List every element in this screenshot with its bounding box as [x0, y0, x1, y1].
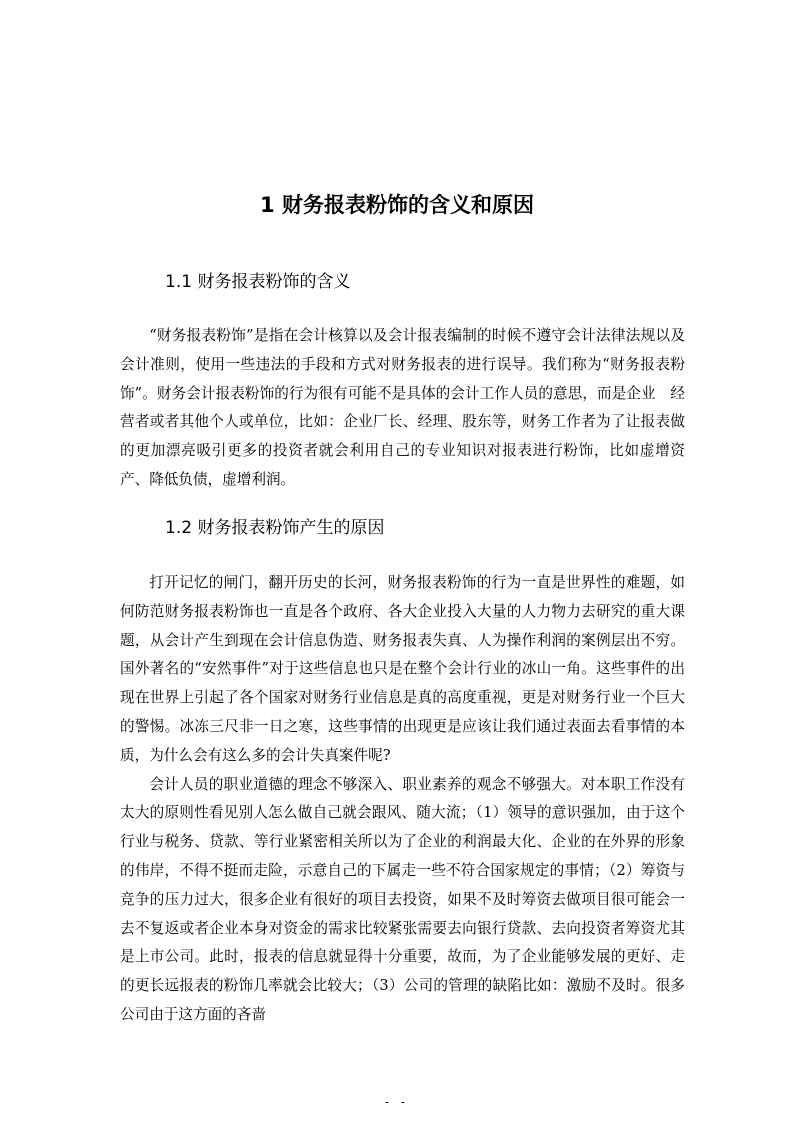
- section-title-1-1: 1.1 财务报表粉饰的含义: [165, 272, 351, 292]
- section-title-1-2: 1.2 财务报表粉饰产生的原因: [165, 518, 385, 538]
- page-number: - -: [385, 1095, 409, 1109]
- section-body-1-1: [120, 322, 685, 495]
- paragraph: 会计人员的职业道德的理念不够深入、职业素养的观念不够强大。对本职工作没有太大的原则性看见别人怎么做自己就会跟风、随大流；（1）领导的意识强加，由于这个行业与税务、贷款、等行业紧密相关所以为了企业的利润最大化、企业的在外界的形象的伟岸，不得不挺而走险，示意自己的下属走一些不符合国家规定的事情；（2）筹资与竞争的压力过大，很多企业有很好的项目去投资，如果不及时筹资去做项目很可能会一去不复返或者企业本身对资金的需求比较紧张需要去向银行贷款、去向投资者筹资尤其是上市公司。此时，报表的信息就显得十分重要，故而，为了企业能够发展的更好、走的更长远报表的粉饰几率就会比较大；（3）公司的管理的缺陷比如：激励不及时。很多公司由于这方面的吝啬: [120, 775, 685, 1023]
- chapter-title: 1 财务报表粉饰的含义和原因: [260, 193, 534, 217]
- section-body-1-2: [120, 569, 685, 1030]
- paragraph: “财务报表粉饰”是指在会计核算以及会计报表编制的时候不遵守会计法律法规以及会计准则，使用一些违法的手段和方式对财务报表的进行误导。我们称为“财务报表粉饰”。财务会计报表粉饰的行为很有可能不是具体的会计工作人员的意思，而是企业 经营者或者其他个人或单位，比如：企业厂长、经理、股东等，财务工作者为了让报表做的更加漂亮吸引更多的投资者就会利用自己的专业知识对报表进行粉饰，比如虚增资产、降低负债，虚增利润。: [120, 327, 685, 488]
- paragraph: 打开记忆的闸门，翻开历史的长河，财务报表粉饰的行为一直是世界性的难题，如何防范财务报表粉饰也一直是各个政府、各大企业投入大量的人力物力去研究的重大课题，从会计产生到现在会计信息伪造、财务报表失真、人为操作利润的案例层出不穷。国外著名的“安然事件”对于这些信息也只是在整个会计行业的冰山一角。这些事件的出现在世界上引起了各个国家对财务行业信息是真的高度重视，更是对财务行业一个巨大的警惕。冰冻三尺非一日之寒，这些事情的出现更是应该让我们通过表面去看事情的本质，为什么会有这么多的会计失真案件呢?: [120, 574, 685, 764]
